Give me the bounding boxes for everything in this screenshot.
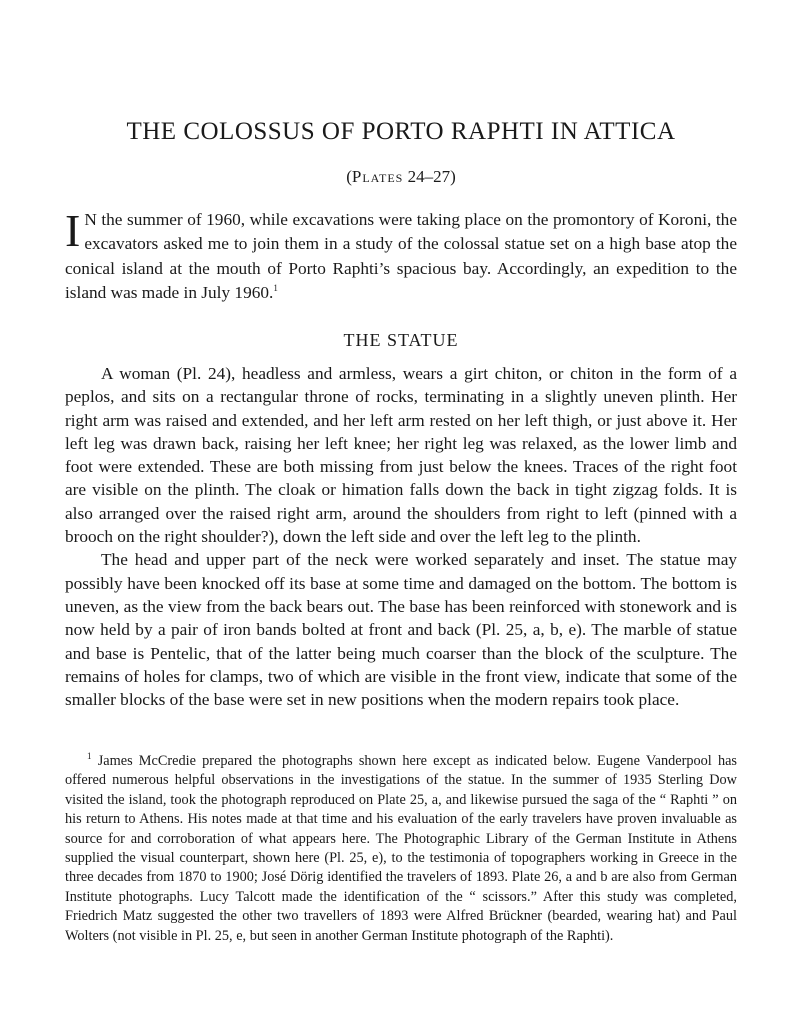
drop-cap: I [65, 205, 81, 256]
section-heading: THE STATUE [343, 330, 459, 350]
footnote-text: James McCredie prepared the photographs shown here except as indicated below. Eugene Vanderpool has offered numerous helpful observations in the investigations of the statue. In the summer of 1935 Sterling Dow visited the island, took the photograph reproduced on Plate 25, a, and likewise pursued the saga of the “ Raphti ” on his return to Athens. His notes made at that time and his evaluation of the early travelers have proven invaluable as source for and corroboration of what appears here. The Photographic Library of the German Institute in Athens supplied the visual counterpart, shown here (Pl. 25, e), to the testimonia of topographers working in Greece in the three decades from 1870 to 1900; José Dörig identified the travelers of 1893. Plate 26, a and b are also from German Institute photographs. Lucy Talcott made the identification of the “ scissors.” After this study was completed, Friedrich Matz suggested the other two travellers of 1893 were Alfred Brückner (bearded, wearing hat) and Paul Wolters (not visible in Pl. 25, e, but seen in another German Institute photograph of the Raphti). [65, 753, 737, 944]
plates-reference [65, 166, 737, 188]
footnote-reference: 1 [273, 283, 278, 294]
body-paragraph-2: The head and upper part of the neck were worked separately and inset. The statue may possibly have been knocked off its base at some time and damaged on the bottom. The bottom is uneven, as the view from the back bears out. The base has been reinforced with stonework and is now held by a pair of iron bands bolted at front and back (Pl. 25, a, b, e). The marble of statue and base is Pentelic, that of the latter being much coarser than the block of the sculpture. The remains of holes for clamps, two of which are visible in the front view, indicate that some of the smaller blocks of the base were set in new positions when the modern repairs took place. [65, 550, 737, 710]
body-paragraph-1: A woman (Pl. 24), headless and armless, wears a girt chiton, or chiton in the form of a peplos, and sits on a rectangular throne of rocks, terminating in a slightly uneven plinth. Her right arm was raised and extended, and her left arm rested on her left thigh, or just above it. Her left leg was drawn back, raising her left knee; her right leg was relaxed, as the lower limb and foot were extended. These are both missing from just below the knees. Traces of the right foot are visible on the plinth. The cloak or himation falls down the back in tight zigzag folds. It is also arranged over the raised right arm, around the shoulders from right to left (pinned with a brooch on the right shoulder?), down the left side and over the left leg to the plinth. [65, 364, 737, 547]
plates-open-paren: ( [346, 167, 352, 186]
intro-paragraph [65, 205, 737, 306]
plates-range: 24–27) [407, 167, 456, 186]
footnote-mark: 1 [87, 751, 92, 762]
plates-label: Plates [351, 167, 404, 186]
article-title: THE COLOSSUS OF PORTO RAPHTI IN ATTICA [126, 118, 676, 145]
intro-text: N the summer of 1960, while excavations were taking place on the promontory of Koroni, the excavators asked me to join them in a study of the colossal statue set on a high base atop the conical island at the mouth of Porto Raphti’s spacious bay. Accordingly, an expedition to the island was made in July 1960. [65, 210, 737, 303]
footnote [65, 752, 737, 946]
section-body [65, 362, 737, 711]
